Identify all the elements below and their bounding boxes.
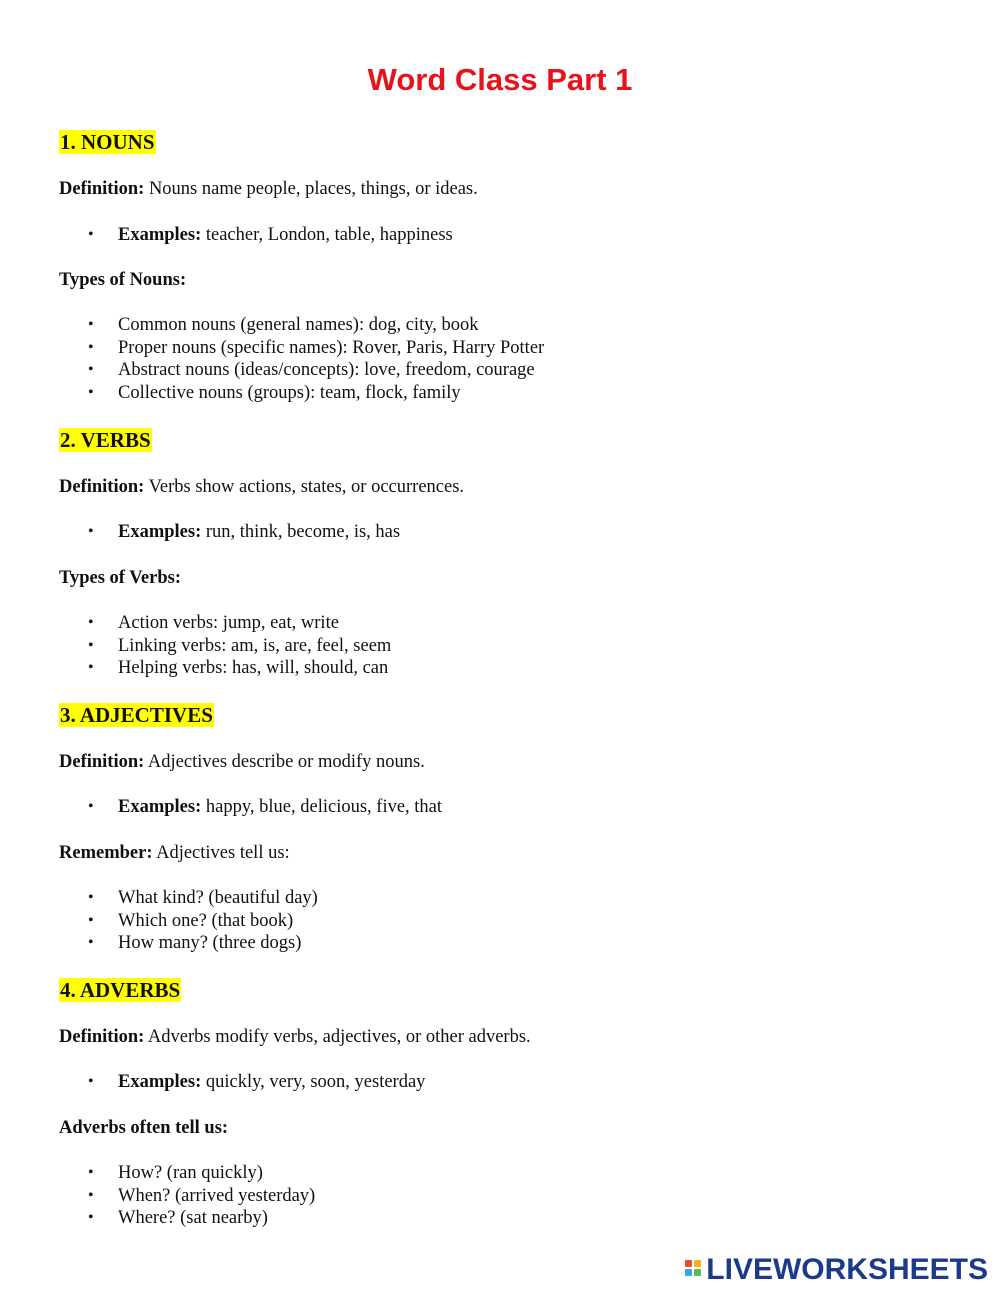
examples-list-nouns	[59, 224, 453, 247]
types-list-adverbs	[59, 1162, 315, 1230]
list-item: • Which one? (that book)	[59, 910, 318, 933]
definition-nouns	[59, 178, 478, 200]
section-heading-nouns	[59, 129, 156, 155]
definition-label: Definition:	[59, 477, 145, 497]
list-item: • Proper nouns (specific names): Rover, Paris, Harry Potter	[59, 337, 544, 360]
subheading-label: Adverbs often tell us:	[59, 1118, 229, 1138]
subheading-label: Remember:	[59, 843, 153, 863]
subheading-label: Types of Nouns:	[59, 270, 187, 290]
definition-text: Adjectives describe or modify nouns.	[144, 752, 425, 772]
section-heading: 1. NOUNS	[60, 130, 155, 154]
logo-square-icon	[685, 1269, 692, 1276]
list-item	[59, 224, 453, 247]
logo-square-icon	[685, 1260, 692, 1267]
examples-label: Examples:	[118, 225, 202, 245]
section-heading: 2. VERBS	[60, 428, 151, 452]
examples-list-verbs	[59, 521, 400, 544]
examples-list-adverbs	[59, 1071, 425, 1094]
list-item	[59, 521, 400, 544]
definition-text: Nouns name people, places, things, or ideas.	[144, 179, 478, 199]
definition-label: Definition:	[59, 752, 145, 772]
section-heading-verbs	[59, 427, 152, 453]
list-item: • Where? (sat nearby)	[59, 1207, 315, 1230]
list-item	[59, 796, 442, 819]
subheading-text: Adjectives tell us:	[152, 843, 290, 863]
examples-text: run, think, become, is, has	[201, 522, 401, 542]
subheading-adverbs	[59, 1117, 228, 1139]
liveworksheets-logo	[685, 1255, 988, 1285]
section-heading: 3. ADJECTIVES	[60, 703, 213, 727]
list-item: • Collective nouns (groups): team, flock, family	[59, 382, 544, 405]
subheading-label: Types of Verbs:	[59, 568, 181, 588]
list-item: • Common nouns (general names): dog, city, book	[59, 314, 544, 337]
examples-label: Examples:	[118, 797, 202, 817]
section-heading-adverbs	[59, 977, 181, 1003]
definition-adverbs	[59, 1026, 531, 1048]
types-list-nouns	[59, 314, 544, 405]
list-item	[59, 1071, 425, 1094]
page-title: Word Class Part 1	[367, 62, 633, 97]
examples-label: Examples:	[118, 522, 202, 542]
subheading-verbs	[59, 567, 181, 589]
definition-adjectives	[59, 751, 425, 773]
examples-list-adjectives	[59, 796, 442, 819]
examples-text: happy, blue, delicious, five, that	[201, 797, 443, 817]
types-list-adjectives	[59, 887, 318, 955]
list-item: • Helping verbs: has, will, should, can	[59, 657, 391, 680]
section-heading-adjectives	[59, 702, 214, 728]
brand-name: LIVEWORKSHEETS	[706, 1253, 988, 1286]
examples-label: Examples:	[118, 1072, 202, 1092]
list-item: • Linking verbs: am, is, are, feel, seem	[59, 635, 391, 658]
subheading-nouns	[59, 269, 186, 291]
definition-label: Definition:	[59, 1027, 145, 1047]
list-item: • Action verbs: jump, eat, write	[59, 612, 391, 635]
definition-label: Definition:	[59, 179, 145, 199]
examples-text: quickly, very, soon, yesterday	[201, 1072, 426, 1092]
definition-verbs	[59, 476, 464, 498]
definition-text: Verbs show actions, states, or occurrences.	[144, 477, 465, 497]
list-item: • When? (arrived yesterday)	[59, 1185, 315, 1208]
subheading-adjectives	[59, 842, 290, 864]
liveworksheets-logo-icon	[685, 1258, 703, 1282]
definition-text: Adverbs modify verbs, adjectives, or other adverbs.	[144, 1027, 531, 1047]
examples-text: teacher, London, table, happiness	[201, 225, 453, 245]
logo-square-icon	[694, 1260, 701, 1267]
types-list-verbs	[59, 612, 391, 680]
logo-square-icon	[694, 1269, 701, 1276]
list-item: • How? (ran quickly)	[59, 1162, 315, 1185]
list-item: • Abstract nouns (ideas/concepts): love, freedom, courage	[59, 359, 544, 382]
list-item: • What kind? (beautiful day)	[59, 887, 318, 910]
list-item: • How many? (three dogs)	[59, 932, 318, 955]
section-heading: 4. ADVERBS	[60, 978, 181, 1002]
